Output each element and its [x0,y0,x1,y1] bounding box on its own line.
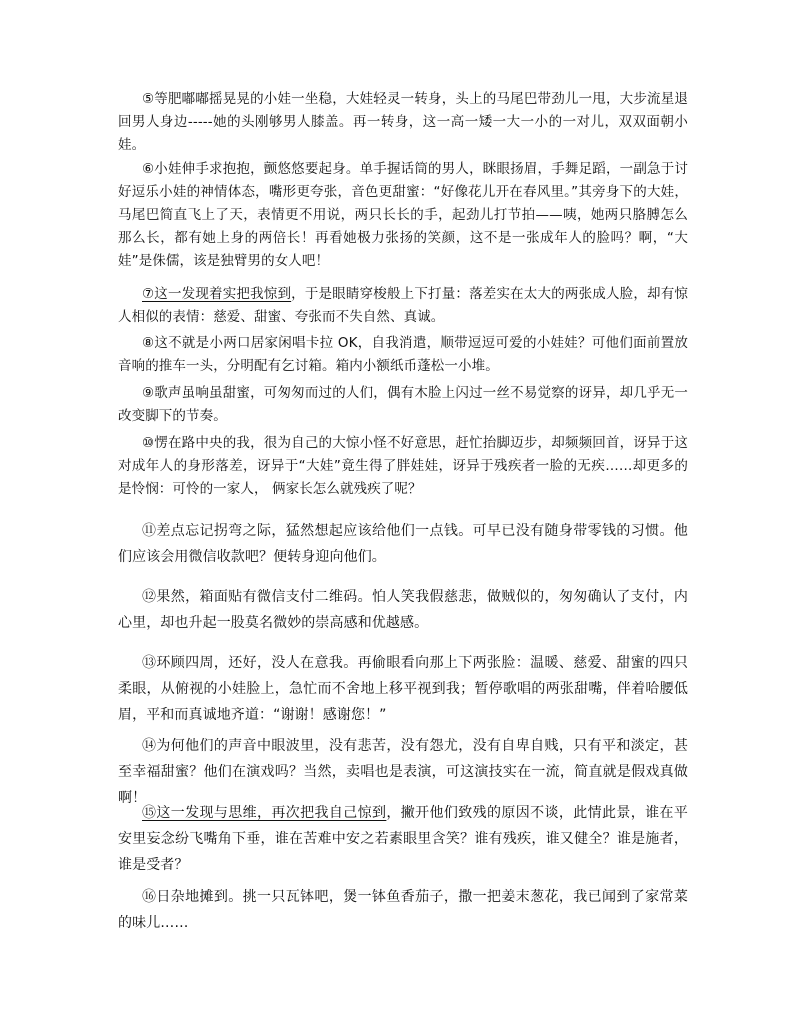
paragraph-15-underlined-lead: ⑮这一发现与思维，再次把我自己惊到 [142,805,387,821]
paragraph-8 [118,332,688,378]
paragraph-16 [118,884,688,936]
paragraph-9 [118,382,688,428]
paragraph-6-text: ⑥小娃伸手求抱抱，颤悠悠要起身。单手握话筒的男人，眯眼扬眉，手舞足蹈，一副急于讨好逗乐小娃的神情体态，嘴形更夸张，音色更甜蜜：“好像花儿开在春风里。”其旁身下的大娃，马尾巴简直飞上了天，表情更不用说，两只长长的手，起劲儿打节拍——咦，她两只胳膊怎么那么长，都有她上身的两倍长！再看她极力张扬的笑颜，这不是一张成年人的脸吗？啊，“大娃”是侏儒，该是独臂男的女人吧！ [118,161,688,269]
paragraph-5 [118,88,688,157]
paragraph-13 [118,650,688,728]
paragraph-11 [118,518,688,570]
paragraph-12 [118,584,688,636]
paragraph-9-text: ⑨歌声虽响虽甜蜜，可匆匆而过的人们，偶有木脸上闪过一丝不易觉察的讶异，却几乎无一改变脚下的节奏。 [118,385,688,424]
paragraph-16-text: ⑯日杂地摊到。挑一只瓦钵吧，煲一钵鱼香茄子，撒一把姜末葱花，我已闻到了家常菜的味儿…… [118,889,688,931]
paragraph-15 [118,800,688,878]
paragraph-7 [118,283,688,329]
paragraph-12-text: ⑫果然，箱面贴有微信支付二维码。怕人笑我假慈悲，做贼似的，匆匆确认了支付，内心里，却也升起一股莫名微妙的崇高感和优越感。 [118,589,688,631]
paragraph-15-text: ，撇开他们致残的原因不谈，此情此景，谁在平安里妄念纷飞嘴角下垂，谁在苦难中安之若素眼里含笑？谁有残疾，谁又健全？谁是施者，谁是受者？ [118,805,688,873]
paragraph-11-text: ⑪差点忘记拐弯之际，猛然想起应该给他们一点钱。可早已没有随身带零钱的习惯。他们应该会用微信收款吧？便转身迎向他们。 [118,523,688,565]
paragraph-10-text: ⑩愣在路中央的我，很为自己的大惊小怪不好意思，赶忙抬脚迈步，却频频回首，讶异于这对成年人的身形落差，讶异于“大娃”竟生得了胖娃娃，讶异于残疾者一脸的无疾……却更多的是怜悯：可怜的一家人， 俩家长怎么就残疾了呢？ [118,435,688,497]
paragraph-7-underlined-lead: ⑦这一发现着实把我惊到 [142,286,292,302]
paragraph-13-text: ⑬环顾四周，还好，没人在意我。再偷眼看向那上下两张脸：温暖、慈爱、甜蜜的四只柔眼，从俯视的小娃脸上，急忙而不舍地上移平视到我；暂停歌唱的两张甜嘴，伴着哈腰低眉，平和而真诚地齐道：“谢谢！感谢您！” [118,655,688,723]
paragraph-5-text: ⑤等肥嘟嘟摇晃晃的小娃一坐稳，大娃轻灵一转身，头上的马尾巴带劲儿一甩，大步流星退回男人身边-----她的头刚够男人膝盖。再一转身，这一高一矮一大一小的一对儿，双双面朝小娃。 [118,91,688,153]
paragraph-10 [118,432,688,501]
paragraph-8-text: ⑧这不就是小两口居家闲唱卡拉 OK，自我消遣，顺带逗逗可爱的小娃娃？可他们面前置放音响的推车一头，分明配有乞讨箱。箱内小额纸币蓬松一小堆。 [118,335,688,374]
paragraph-14-text: ⑭为何他们的声音中眼波里，没有悲苦，没有怨尤，没有自卑自贱，只有平和淡定，甚至幸福甜蜜？他们在演戏吗？当然，卖唱也是表演，可这演技实在一流，简直就是假戏真做啊！ [118,738,688,806]
paragraph-6 [118,158,688,273]
paragraph-7-text: ，于是眼睛穿梭般上下打量：落差实在太大的两张成人脸，却有惊人相似的表情：慈爱、甜蜜、夸张而不失自然、真诚。 [118,286,689,325]
